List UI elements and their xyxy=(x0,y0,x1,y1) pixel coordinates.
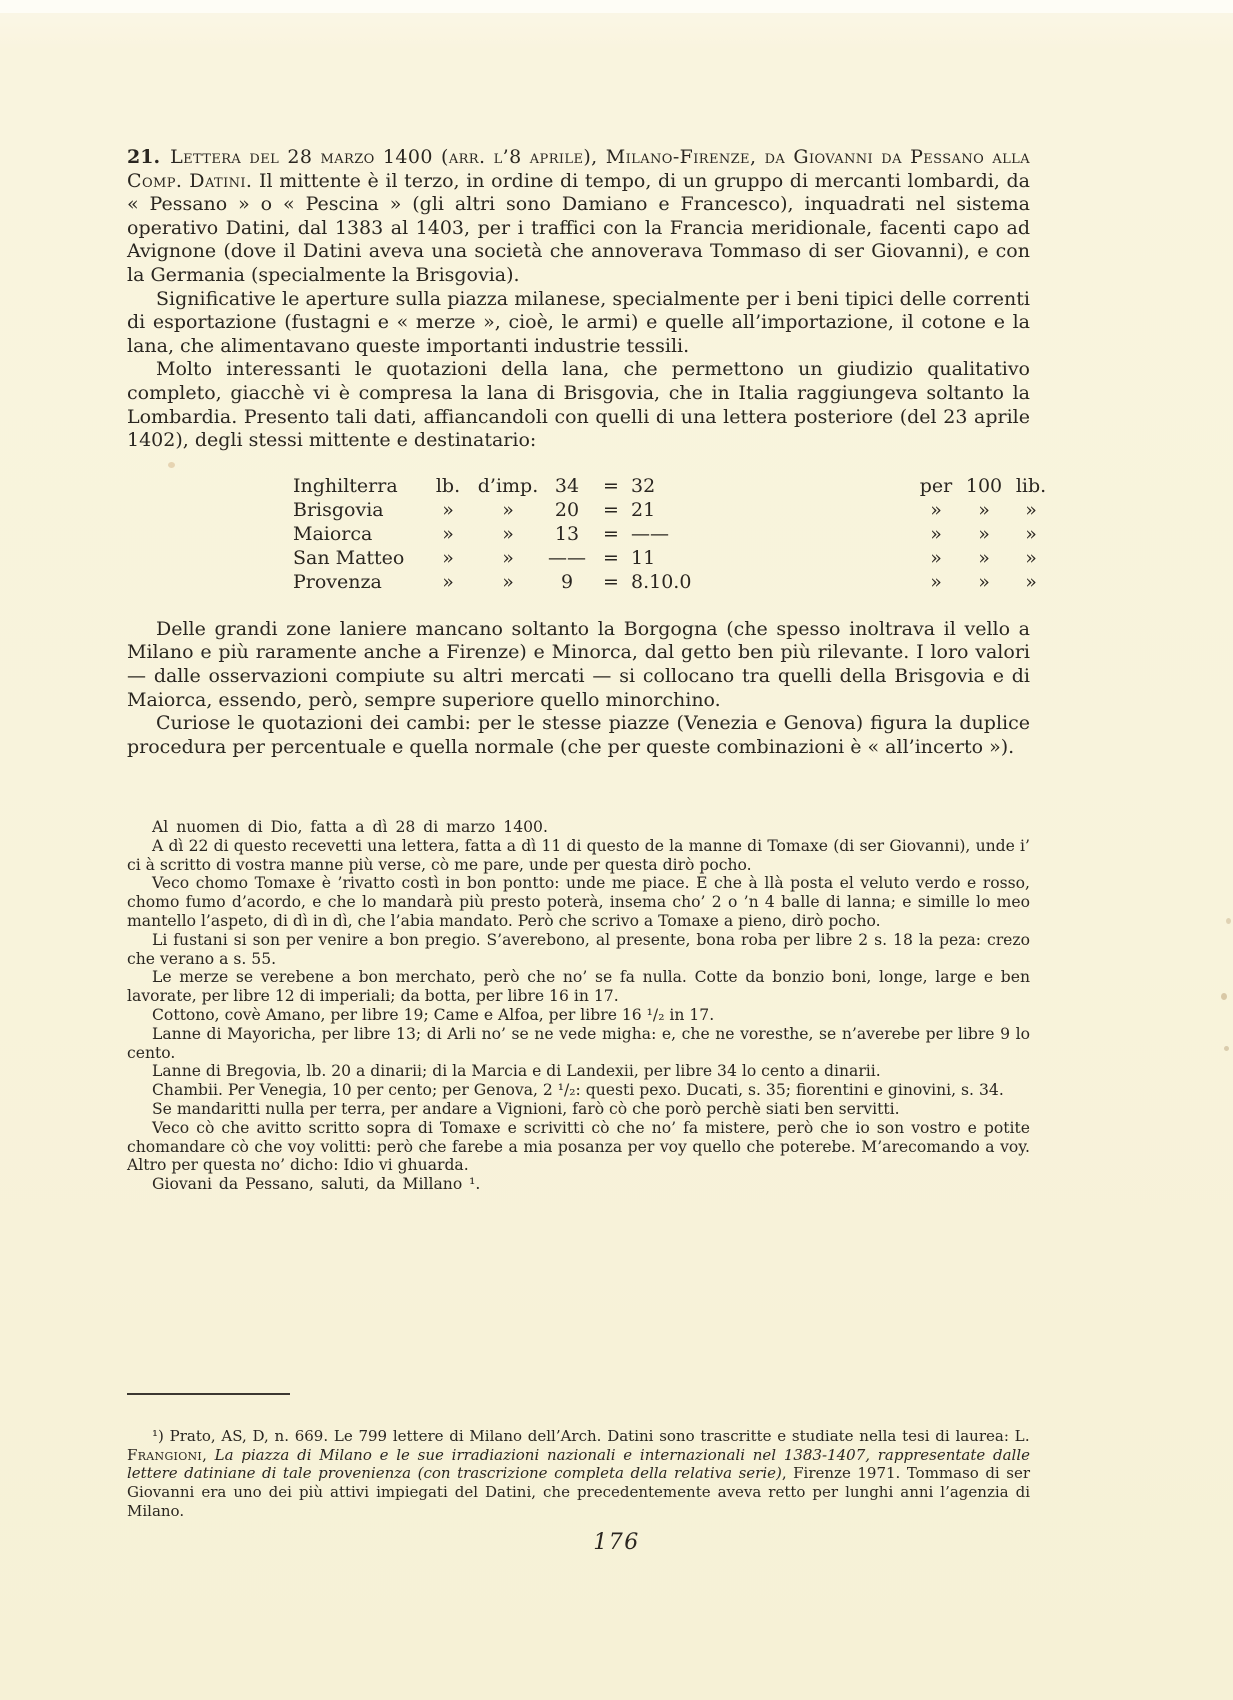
table-cell-unit2: » xyxy=(502,546,514,569)
table-cell-100: » xyxy=(978,546,990,569)
entry-number: 21. xyxy=(127,146,161,168)
table-cell-equals: = xyxy=(603,498,619,521)
letter-paragraph: A dì 22 di questo recevetti una lettera, fatta a dì 11 di questo de la manne di Tomaxe (di ser Giovanni), unde i’ ci à scritto di vostra manne più verse, cò me pare, unde per questa dirò pocho. xyxy=(127,836,1030,874)
table-cell-lib: » xyxy=(1025,546,1037,569)
paper-speck xyxy=(1224,1046,1229,1051)
table-cell-unit2: » xyxy=(502,570,514,593)
table-cell-unit1: lb. xyxy=(435,474,461,497)
letter-paragraph: Veco cò che avitto scritto sopra di Tomaxe e scrivitti cò che no’ fa mistere, però che io son vostro e potite chomandare cò che voy volitti: però che farebe a mia posanza per voy quello che poterebe. M’arecomando a voy. Altro per questa no’ dicho: Idio vi ghuarda. xyxy=(127,1118,1030,1175)
table-spacer xyxy=(731,498,913,522)
table-row xyxy=(293,498,1037,522)
table-cell-value2: 8.10.0 xyxy=(631,570,692,593)
table-cell-per: » xyxy=(930,570,942,593)
table-cell-lib: » xyxy=(1025,522,1037,545)
table-cell-place: Maiorca xyxy=(293,522,373,545)
entry-heading-smallcaps: Lettera del 28 marzo 1400 (arr. l’8 aprile), Milano-Firenze, da Giovanni da Pessano alla Comp. Datini. xyxy=(127,146,1030,192)
letter-paragraph: Chambii. Per Venegia, 10 per cento; per Genova, 2 ¹/₂: questi pexo. Ducati, s. 35; fiorentini e ginovini, s. 34. xyxy=(152,1081,1004,1100)
table-cell-100: » xyxy=(978,498,990,521)
table-cell-value2: 32 xyxy=(631,474,656,497)
footnote-suffix: , Firenze 1971. Tommaso di ser Giovanni era uno dei più attivi impiegati del Datini, che precedentemente aveva retto per lunghi anni l’agenzia di Milano. xyxy=(127,1464,1030,1520)
table-cell-place: Inghilterra xyxy=(293,474,398,497)
entry-heading-rest: Il mittente è il terzo, in ordine di tempo, di un gruppo di mercanti lombardi, da « Pessano » o « Pescina » (gli altri sono Damiano e Francesco), inquadrati nel sistema operativo Datini, dal 1383 al 1403, per i traffici con la Francia meridionale, facenti capo ad Avignone (dove il Datini aveva una società che annoverava Tommaso di ser Giovanni), e con la Germania (specialmente la Brisgovia). xyxy=(127,169,1030,286)
intro-paragraph-2: Significative le aperture sulla piazza milanese, specialmente per i beni tipici delle correnti di esportazione (fustagni e « merze », cioè, le armi) e quelle all’importazione, il cotone e la lana, che alimentavano queste importanti industrie tessili. xyxy=(127,287,1030,357)
table-spacer xyxy=(731,522,913,546)
table-cell-unit2: » xyxy=(502,522,514,545)
intro-paragraph-3: Molto interessanti le quotazioni della lana, che permettono un giudizio qualitativo completo, giacchè vi è compresa la lana di Brisgovia, che in Italia raggiungeva soltanto la Lombardia. Presento tali dati, affiancandoli con quelli di una lettera posteriore (del 23 aprile 1402), degli stessi mittente e destinatario: xyxy=(127,358,1030,452)
intro-paragraph-1 xyxy=(127,146,1030,288)
table-cell-value1: 13 xyxy=(554,522,580,545)
table-cell-unit1: » xyxy=(442,546,454,569)
table-cell-lib: » xyxy=(1025,498,1037,521)
table-cell-per: » xyxy=(930,546,942,569)
table-cell-unit1: » xyxy=(442,570,454,593)
table-spacer xyxy=(731,570,913,594)
letter-salutation: Al nuomen di Dio, fatta a dì 28 di marzo 1400. xyxy=(152,818,548,836)
table-cell-100: » xyxy=(978,570,990,593)
table-cell-100: 100 xyxy=(965,474,1003,497)
table-row xyxy=(293,546,1037,570)
footnote-prefix: ¹) Prato, AS, D, n. 669. Le 799 lettere di Milano dell’Arch. Datini sono trascritte e studiate nella tesi di laurea: xyxy=(152,1427,1015,1445)
letter-paragraph: Le merze se verebene a bon merchato, però che no’ se fa nulla. Cotte da bonzio boni, longe, large e ben lavorate, per libre 12 di imperiali; da botta, per libre 16 in 17. xyxy=(127,968,1030,1006)
intro-section xyxy=(127,146,1047,759)
page-number: 176 xyxy=(593,1530,640,1555)
table-cell-unit2: » xyxy=(502,498,514,521)
table-cell-value1: 20 xyxy=(554,498,580,521)
table-cell-per: » xyxy=(930,498,942,521)
intro-paragraph-4: Delle grandi zone laniere mancano soltanto la Borgogna (che spesso inoltrava il vello a Milano e più raramente anche a Firenze) e Minorca, dal getto ben più rilevante. I loro valori — dalle osservazioni compiute su altri mercati — si collocano tra quelli della Brisgovia e di Maiorca, essendo, però, sempre superiore quello minorchino. xyxy=(127,617,1030,711)
letter-paragraph: Lanne di Bregovia, lb. 20 a dinarii; di la Marcia e di Landexii, per libre 34 lo cento a dinarii. xyxy=(152,1062,881,1081)
table-cell-equals: = xyxy=(603,522,619,545)
table-cell-unit1: » xyxy=(442,522,454,545)
table-cell-lib: lib. xyxy=(1015,474,1047,497)
table-cell-equals: = xyxy=(603,546,619,569)
table-cell-value1: 34 xyxy=(554,474,580,497)
table-spacer xyxy=(731,474,913,498)
intro-paragraph-5: Curiose le quotazioni dei cambi: per le stesse piazze (Venezia e Genova) figura la duplice procedura per percentuale e quella normale (che per queste combinazioni è « all’incerto »). xyxy=(127,712,1030,758)
table-cell-100: » xyxy=(978,522,990,545)
letter-paragraph: Se mandaritti nulla per terra, per andare a Vignioni, farò cò che porò perchè siati ben servitti. xyxy=(152,1099,900,1118)
footnote-text xyxy=(127,1427,1030,1521)
footnote-section xyxy=(127,1393,1030,1521)
footnote-work-title: La piazza di Milano e le sue irradiazioni nazionali e internazionali nel 1383-1407, rappresentate dalle lettere datiniane di tale provenienza (con trascrizione completa della relativa serie) xyxy=(127,1445,1030,1483)
table-cell-lib: » xyxy=(1025,570,1037,593)
letter-transcription xyxy=(127,818,1030,1194)
wool-quotations-table xyxy=(293,474,1047,594)
table-cell-per: per xyxy=(919,474,953,497)
paper-speck xyxy=(168,462,175,468)
table-cell-per: » xyxy=(930,522,942,545)
letter-paragraph: Cottono, covè Amano, per libre 19; Came e Alfoa, per libre 16 ¹/₂ in 17. xyxy=(152,1005,715,1024)
table-row xyxy=(293,522,1037,546)
letter-paragraph: Li fustani si son per venire a bon pregio. S’averebono, al presente, bona roba per libre 2 s. 18 la peza: crezo che verano a s. 55. xyxy=(127,930,1030,968)
letter-signature: Giovani da Pessano, saluti, da Millano ¹. xyxy=(152,1175,481,1194)
table-cell-place: San Matteo xyxy=(293,546,405,569)
table-row xyxy=(293,570,1037,594)
table-cell-value1: 9 xyxy=(560,570,574,593)
footnote-rule xyxy=(127,1393,290,1395)
table-cell-equals: = xyxy=(603,474,619,497)
paper-speck xyxy=(1221,993,1227,1000)
table-cell-place: Provenza xyxy=(293,570,382,593)
table-cell-value2: 11 xyxy=(631,546,656,569)
table-cell-equals: = xyxy=(603,570,619,593)
table-row xyxy=(293,474,1047,498)
footnote-author: L. Frangioni xyxy=(127,1427,1030,1464)
footnote-separator: , xyxy=(202,1445,215,1464)
table-cell-unit1: » xyxy=(442,498,454,521)
table-cell-value1: —— xyxy=(548,546,586,569)
letter-paragraph: Lanne di Mayoricha, per libre 13; di Arli no’ se ne vede migha: e, che ne voresthe, se n’averebe per libre 9 lo cento. xyxy=(127,1024,1030,1062)
letter-paragraph: Veco chomo Tomaxe è ’rivatto costì in bon pontto: unde me piace. E che à llà posta el veluto verdo e rosso, chomo fumo d’acordo, e che lo mandarà più presto poterà, insema cho’ 2 o ’n 4 balle di lanna; e simille lo meo mantello l’aspeto, di dì in dì, che l’abia mandato. Però che scrivo a Tomaxe a pieno, dirò pocho. xyxy=(127,874,1030,930)
table-cell-place: Brisgovia xyxy=(293,498,384,521)
table-spacer xyxy=(731,546,913,570)
table-cell-value2: —— xyxy=(631,522,669,545)
table-cell-unit2: d’imp. xyxy=(477,474,539,497)
scan-top-edge xyxy=(0,0,1233,13)
table-cell-value2: 21 xyxy=(631,498,656,521)
paper-speck xyxy=(1226,918,1231,924)
